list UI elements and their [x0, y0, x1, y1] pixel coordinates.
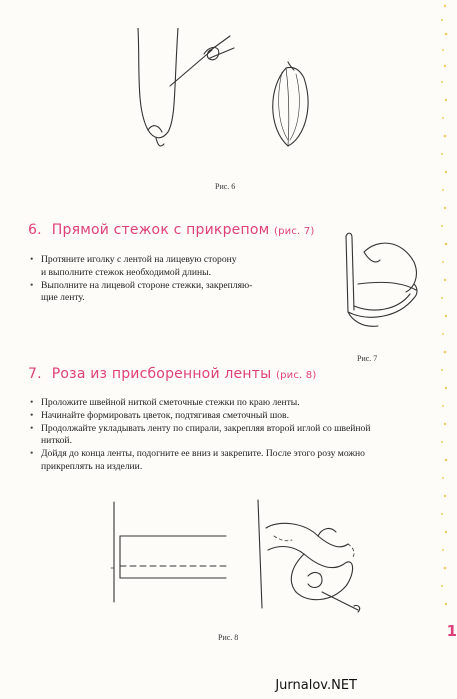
list-item: • Проложите швейной ниткой сметочные стежки по краю ленты.: [30, 397, 430, 410]
section-7-figure-ref: (рис. 8): [275, 370, 317, 381]
figure-7-caption: Рис. 7: [357, 354, 378, 363]
figure-6-illustration: [118, 28, 348, 158]
list-item: • Продолжайте укладывать ленту по спирали, закрепляя второй иглой со швейной ниткой.: [30, 423, 430, 449]
section-7-number: 7.: [28, 366, 42, 382]
section-7-heading: [28, 366, 316, 382]
section-6-steps: [30, 254, 300, 305]
figure-8-illustration: [108, 492, 378, 622]
decorative-dot-border: [437, 0, 451, 699]
section-7-title: Роза из присборенной ленты: [51, 366, 272, 382]
figure-6-caption: Рис. 6: [215, 182, 236, 191]
list-item: • Дойдя до конца ленты, подогните ее вниз и закрепите. После этого розу можно прикреплять на изделии.: [30, 448, 430, 474]
section-6-figure-ref: (рис. 7): [274, 226, 315, 237]
list-item: • Выполните на лицевой стороне стежки, закрепляю- щие ленту.: [30, 280, 300, 306]
watermark-text: Jurnalov.NET: [275, 678, 357, 693]
section-6-number: 6.: [28, 222, 42, 238]
section-6-heading: [28, 222, 314, 238]
section-7-steps: [30, 397, 430, 474]
page-number: 1: [446, 622, 457, 640]
list-item: • Начинайте формировать цветок, подтягивая сметочный шов.: [30, 410, 430, 423]
list-item: • Протяните иголку с лентой на лицевую сторону и выполните стежок необходимой длины.: [30, 254, 300, 280]
figure-7-illustration: [318, 222, 428, 342]
section-6-title: Прямой стежок с прикрепом: [51, 222, 270, 238]
figure-8-caption: Рис. 8: [218, 633, 239, 642]
